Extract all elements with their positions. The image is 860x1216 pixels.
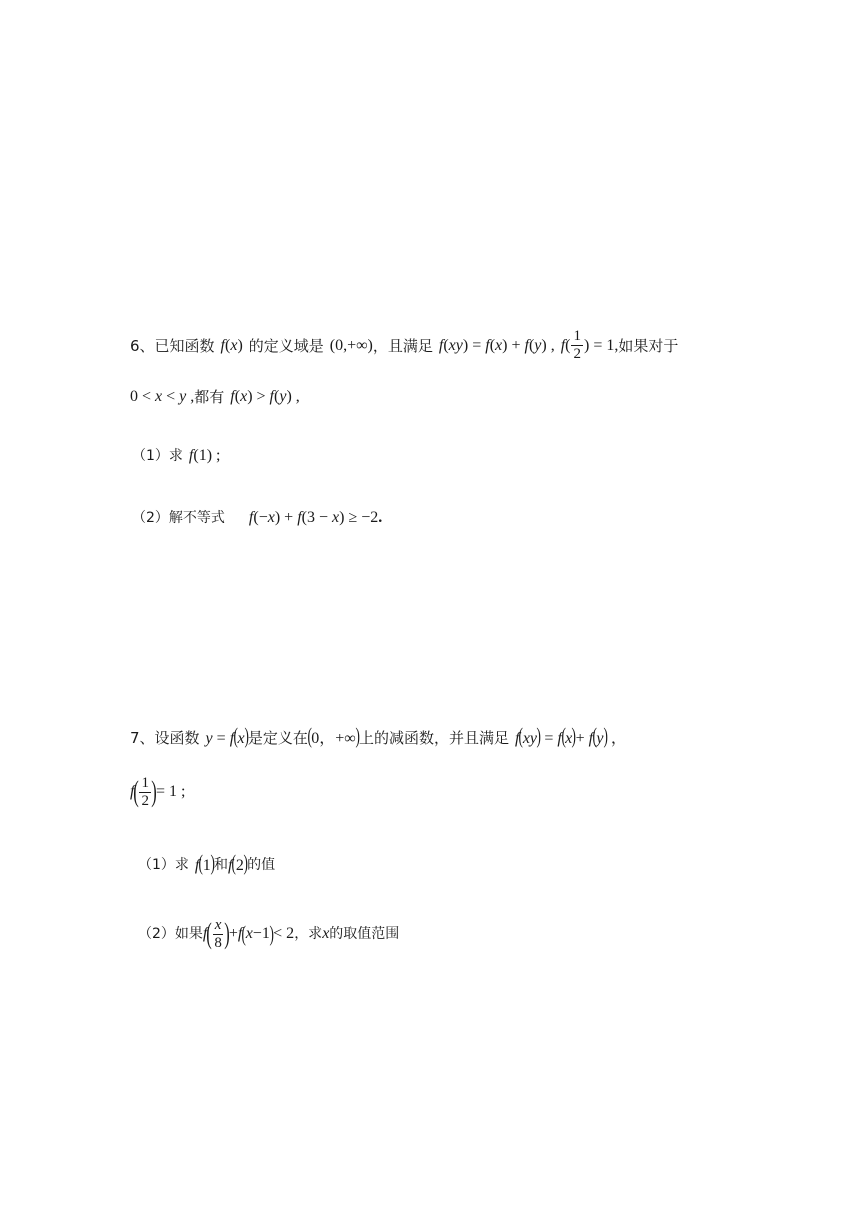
q7-part1-label: （1）求 bbox=[138, 856, 189, 873]
monotonic-premise: 0 < x < y , bbox=[130, 388, 195, 405]
q7-and-text: 和 bbox=[214, 856, 229, 873]
formula-f2: f(2) bbox=[228, 850, 248, 875]
q6-if-text: 如果对于 bbox=[618, 336, 679, 355]
q6-part1-label: （1）求 bbox=[132, 448, 183, 464]
q6-condition-text: ，且满足 bbox=[372, 336, 433, 355]
monotonic-conclusion: f(x) > f(y) , bbox=[230, 388, 300, 405]
q7-line-2 bbox=[130, 770, 185, 814]
inequality-formula: f(−x) + f(3 − x) ≥ −2. bbox=[248, 509, 383, 526]
domain-interval: (0,+∞) bbox=[329, 336, 373, 354]
formula-y-eq-fx: y = f(x) bbox=[205, 723, 249, 748]
q7-part-2 bbox=[138, 912, 399, 956]
q7-condition-text: 上的减函数，并且满足 bbox=[359, 728, 510, 747]
domain-interval: (0，+∞) bbox=[307, 723, 360, 748]
q7-part2-label: （2）如果 bbox=[138, 926, 203, 942]
q6-all-text: 都有 bbox=[194, 388, 225, 406]
q6-line-2 bbox=[130, 385, 300, 409]
q7-defined-text: 是定义在 bbox=[247, 728, 308, 747]
q7-value-text: 的值 bbox=[247, 856, 276, 873]
q7-part-1 bbox=[138, 851, 275, 878]
value-condition: f ( $\frac{1}{2}$ ) = 1 ; bbox=[130, 774, 186, 809]
q6-part-2 bbox=[132, 506, 382, 530]
functional-equation: f(xy) = f(x)+ f(y) ， bbox=[515, 723, 627, 748]
q7-line-1 bbox=[130, 724, 627, 751]
q7-intro-text: 7、设函数 bbox=[130, 728, 200, 747]
formula-f1: f(1) ; bbox=[188, 447, 221, 464]
q6-domain-text: 的定义域是 bbox=[248, 336, 324, 355]
q7-range-text: 的取值范围 bbox=[329, 926, 400, 942]
q6-line-1 bbox=[130, 328, 678, 363]
functional-equation: f(xy) = f(x) + f(y) , bbox=[438, 336, 555, 354]
q6-part2-label: （2）解不等式 bbox=[132, 510, 225, 526]
q7-find-text: ，求 bbox=[294, 926, 323, 942]
formula-fx: f(x) bbox=[220, 336, 243, 354]
q6-intro-text: 6、已知函数 bbox=[130, 336, 215, 355]
value-condition: f ( $\frac{1}{2}$ ) = 1, bbox=[560, 328, 619, 362]
variable-x: x bbox=[322, 925, 330, 942]
q6-part-1 bbox=[132, 444, 220, 468]
formula-f1: f(1) bbox=[194, 850, 215, 875]
inequality-formula: f ( $\frac{x}{8}$ ) + f ( x −1 ) < 2 bbox=[202, 916, 295, 951]
